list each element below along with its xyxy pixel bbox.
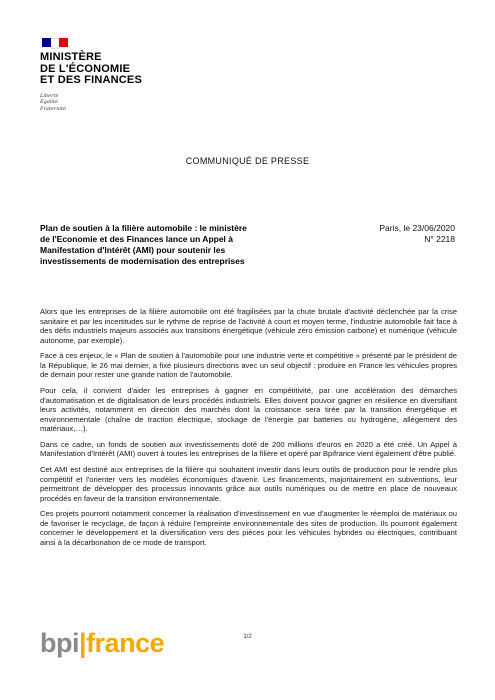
release-meta — [379, 223, 455, 245]
headline — [40, 223, 300, 267]
republic-motto — [40, 93, 200, 113]
place-date: Paris, le 23/06/2020 — [379, 223, 455, 233]
paragraph: Pour cela, il convient d'aider les entreprises à gagner en compétitivité, par une accélération des démarches d'automatisation et de digitalisation de leurs procédés industriels. Elles doivent pouvoir gagner en résilience en diversifiant leurs activités, notamment en direction des marchés dont la croissance sera tirée par la transition énergétique et environnementale (chaîne de traction électrique, stockage de l'énergie par batteries ou hydrogène, allègement des matériaux,…). — [40, 386, 457, 434]
ministry-logo — [40, 38, 200, 112]
headline-line: de l'Economie et des Finances lance un Appel à — [40, 234, 234, 244]
paragraph: Face à ces enjeux, le « Plan de soutien à l'automobile pour une industrie verte et compétitive » présenté par le président de la République, le 26 mai dernier, a fixé plusieurs directions avec un seul objectif : produire en France les véhicules propres de demain pour rester une grande nation de l'automobile. — [40, 351, 457, 380]
motto-line: Fraternité — [40, 105, 66, 112]
bpifrance-logo — [40, 628, 164, 658]
headline-line: Plan de soutien à la filière automobile : le ministère — [40, 223, 247, 233]
logo-separator: | — [79, 628, 87, 658]
logo-bpi-text: bpi — [40, 628, 79, 658]
body-text — [40, 307, 457, 554]
logo-france-text: france — [86, 628, 165, 658]
motto-line: Liberté — [40, 92, 59, 99]
paragraph: Alors que les entreprises de la filière automobile ont été fragilisées par la chute brutale d'activité déclenchée par la crise sanitaire et par les incertitudes sur le rythme de reprise de l'activité à court et moyen terme, l'industrie automobile fait face à des défis industriels majeurs associés aux transitions énergétique (véhicule zéro émission carbone) et numérique (véhicule autonome, par exemple). — [40, 307, 457, 345]
headline-line: investissements de modernisation des entreprises — [40, 256, 245, 266]
ministry-name-line: MINISTÈRE — [40, 51, 102, 63]
motto-line: Égalité — [40, 99, 58, 105]
release-number: N° 2218 — [424, 234, 455, 244]
paragraph: Ces projets pourront notamment concerner la réalisation d'investissement en vue d'augmenter le réemploi de matériaux ou de favoriser le recyclage, de façon à réduire l'empreinte environnementale des sites de production. Ils pourront également concerner le développement et la diversification vers des pièces pour les véhicules hybrides ou électriques, contribuant ainsi à la décarbonation de ce mode de transport. — [40, 509, 457, 547]
paragraph: Dans ce cadre, un fonds de soutien aux investissements doté de 200 millions d'euros en 2020 a été créé. Un Appel à Manifestation d'Intérêt (AMI) ouvert à toutes les entreprises de la filière et opéré par Bpifrance vient également d'être publié. — [40, 439, 457, 459]
ministry-name-line: DE L'ÉCONOMIE — [40, 62, 131, 75]
ministry-name — [40, 52, 200, 87]
press-release-title: COMMUNIQUÉ DE PRESSE — [185, 156, 310, 166]
headline-line: Manifestation d'Intérêt (AMI) pour soutenir les — [40, 245, 226, 255]
page-number: 1/2 — [243, 634, 252, 640]
french-flag-icon — [42, 38, 68, 47]
paragraph: Cet AMI est destiné aux entreprises de la filière qui souhaitent investir dans leurs outils de production pour le rendre plus compétitif et l'orienter vers les modèles économiques d'avenir. Les financements, majoritairement en subventions, leur permettront de développer des processus innovants grâce aux outils numériques ou de mettre en place de nouveaux procédés en faveur de la transition environnementale. — [40, 465, 457, 503]
ministry-name-line: ET DES FINANCES — [40, 74, 143, 86]
